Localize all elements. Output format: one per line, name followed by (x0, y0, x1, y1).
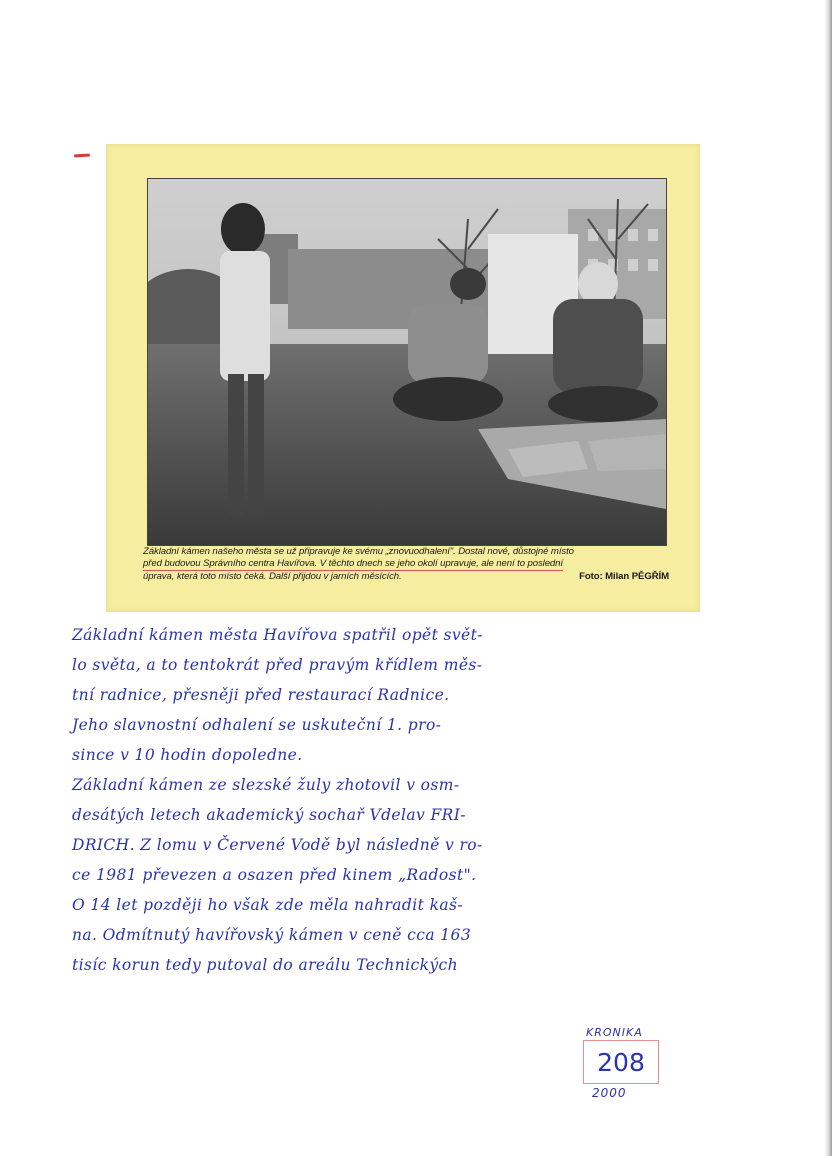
page-number: 208 (597, 1047, 645, 1077)
handwritten-line: tisíc korun tedy putoval do areálu Technických (72, 956, 459, 974)
handwritten-chronicle-text (72, 620, 592, 980)
caption-line: před budovou Správního centra Havířova. V těchto dnech se jeho okolí upravuje, ale není to poslední (143, 558, 563, 569)
handwritten-line: Základní kámen ze slezské žuly zhotovil v osm- (72, 776, 460, 794)
handwritten-line: na. Odmítnutý havířovský kámen v ceně cca 163 (72, 926, 472, 944)
red-margin-mark (74, 154, 90, 158)
handwritten-line: lo světa, a to tentokrát před pravým křídlem měs- (72, 656, 483, 674)
newspaper-photo (147, 178, 667, 546)
photo-illustration (148, 179, 666, 545)
handwritten-line: ce 1981 převezen a osazen před kinem „Radost". (72, 866, 477, 884)
handwritten-line: tní radnice, přesněji před restaurací Radnice. (72, 686, 450, 704)
page-number-box (583, 1040, 659, 1084)
photo-caption (143, 546, 669, 583)
handwritten-line: Jeho slavnostní odhalení se uskuteční 1. pro- (72, 716, 442, 734)
newspaper-clipping (106, 144, 700, 612)
handwritten-line: DRICH. Z lomu v Červené Vodě byl následně v ro- (72, 836, 483, 854)
page-edge (824, 0, 832, 1156)
handwritten-line: since v 10 hodin dopoledne. (72, 746, 303, 764)
chronicle-label: KRONIKA (586, 1026, 643, 1039)
caption-line: úprava, která toto místo čeká. Další přijdou v jarních měsících. (143, 571, 402, 582)
handwritten-line: desátých letech akademický sochař Vdelav FRI- (72, 806, 466, 824)
chronicle-year: 2000 (592, 1086, 627, 1100)
handwritten-line: O 14 let později ho však zde měla nahradit kaš- (72, 896, 463, 914)
caption-line: Základní kámen našeho města se už připravuje ke svému „znovuodhalení". Dostal nové, důstojné místo (143, 546, 574, 557)
photo-credit: Foto: Milan PĚGŘÍM (575, 571, 669, 583)
handwritten-line: Základní kámen města Havířova spatřil opět svět- (72, 626, 483, 644)
